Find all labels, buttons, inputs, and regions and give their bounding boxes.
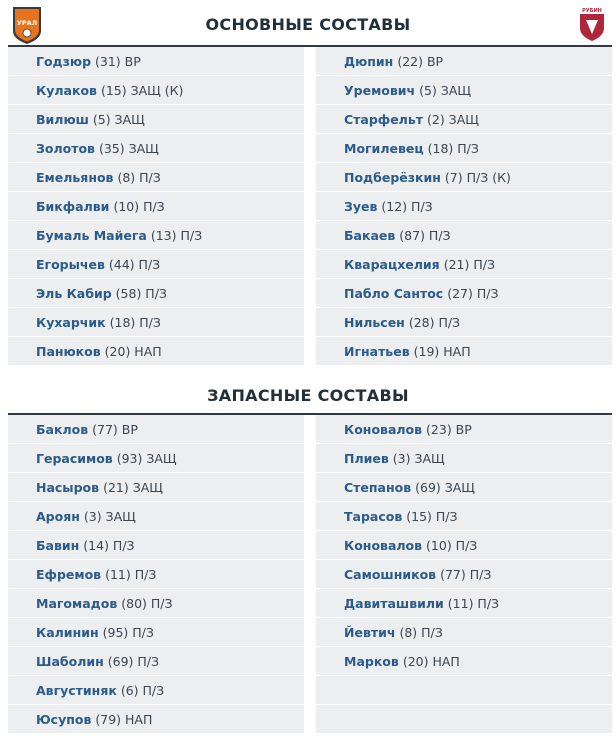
player-row — [316, 192, 612, 221]
player-row — [316, 279, 612, 308]
player-row — [316, 589, 612, 618]
player-number-position: (6) П/З — [120, 682, 165, 698]
player-name-link[interactable]: Герасимов — [36, 450, 113, 466]
player-row — [316, 531, 612, 560]
player-row — [8, 647, 304, 676]
player-number-position: (15) ЗАЩ (К) — [100, 82, 184, 98]
player-name-link[interactable]: Могилевец — [344, 140, 424, 156]
player-name-link[interactable]: Бумаль Майега — [36, 227, 147, 243]
player-number-position: (3) ЗАЩ — [392, 450, 445, 466]
player-row — [316, 250, 612, 279]
player-name-link[interactable]: Коновалов — [344, 537, 423, 553]
ural-logo-text: УРАЛ — [16, 19, 38, 27]
player-name-link[interactable]: Бикфалви — [36, 198, 110, 214]
player-row — [316, 76, 612, 105]
player-row — [8, 560, 304, 589]
player-name-link[interactable]: Калинин — [36, 624, 99, 640]
player-row — [316, 618, 612, 647]
substitutes-title: ЗАПАСНЫЕ СОСТАВЫ — [207, 386, 409, 405]
player-name-link[interactable]: Бакаев — [344, 227, 396, 243]
player-number-position: (28) П/З — [408, 314, 461, 330]
player-name-link[interactable]: Августиняк — [36, 682, 117, 698]
player-number-position: (22) ВР — [397, 53, 444, 69]
player-row — [8, 415, 304, 444]
player-name-link[interactable]: Шаболин — [36, 653, 104, 669]
player-row — [316, 337, 612, 366]
player-number-position: (15) П/З — [406, 508, 458, 524]
player-name-link[interactable]: Эль Кабир — [36, 285, 112, 301]
player-row — [8, 134, 304, 163]
player-row — [316, 444, 612, 473]
player-number-position: (5) ЗАЩ — [92, 111, 145, 127]
player-name-link[interactable]: Панюков — [36, 343, 101, 359]
player-row — [8, 221, 304, 250]
player-row — [8, 444, 304, 473]
player-number-position: (2) ЗАЩ — [427, 111, 479, 127]
rubin-substitutes-list — [316, 415, 612, 734]
player-number-position: (3) ЗАЩ — [83, 508, 136, 524]
player-name-link[interactable]: Коновалов — [344, 421, 423, 437]
player-name-link[interactable]: Бавин — [36, 537, 80, 553]
player-row — [316, 473, 612, 502]
empty-row — [316, 676, 612, 705]
player-row — [316, 502, 612, 531]
player-number-position: (44) П/З — [108, 256, 161, 272]
player-row — [8, 589, 304, 618]
player-number-position: (20) НАП — [104, 343, 162, 359]
player-name-link[interactable]: Кварацхелия — [344, 256, 440, 272]
player-name-link[interactable]: Зуев — [344, 198, 378, 214]
starting-lineups-title: ОСНОВНЫЕ СОСТАВЫ — [205, 15, 411, 34]
player-row — [8, 163, 304, 192]
player-row — [8, 105, 304, 134]
player-name-link[interactable]: Игнатьев — [344, 343, 410, 359]
player-number-position: (11) П/З — [105, 566, 157, 582]
player-row — [316, 163, 612, 192]
player-row — [316, 415, 612, 444]
player-row — [8, 76, 304, 105]
player-name-link[interactable]: Самошников — [344, 566, 437, 582]
player-number-position: (77) ВР — [92, 421, 138, 437]
player-number-position: (87) П/З — [399, 227, 451, 243]
player-name-link[interactable]: Годзюр — [36, 53, 92, 69]
player-name-link[interactable]: Йевтич — [344, 624, 396, 640]
player-number-position: (21) ЗАЩ — [103, 479, 163, 495]
player-name-link[interactable]: Уремович — [344, 82, 416, 98]
player-number-position: (23) ВР — [426, 421, 472, 437]
player-number-position: (95) П/З — [102, 624, 154, 640]
player-number-position: (19) НАП — [413, 343, 471, 359]
player-number-position: (20) НАП — [402, 653, 460, 669]
player-name-link[interactable]: Егорычев — [36, 256, 105, 272]
player-row — [316, 308, 612, 337]
player-number-position: (10) П/З — [113, 198, 165, 214]
player-row — [316, 221, 612, 250]
player-number-position: (18) П/З — [427, 140, 479, 156]
player-name-link[interactable]: Пабло Сантос — [344, 285, 444, 301]
player-row — [8, 308, 304, 337]
player-row — [8, 192, 304, 221]
player-number-position: (31) ВР — [95, 53, 141, 69]
player-name-link[interactable]: Плиев — [344, 450, 389, 466]
player-name-link[interactable]: Дюпин — [344, 53, 394, 69]
player-name-link[interactable]: Марков — [344, 653, 399, 669]
rubin-starting-list — [316, 47, 612, 366]
rubin-logo-text: РУБИН — [582, 8, 602, 14]
player-name-link[interactable]: Вилюш — [36, 111, 89, 127]
player-name-link[interactable]: Давиташвили — [344, 595, 444, 611]
player-number-position: (11) П/З — [447, 595, 500, 611]
player-row — [8, 531, 304, 560]
player-row — [316, 560, 612, 589]
player-row — [316, 105, 612, 134]
player-name-link[interactable]: Золотов — [36, 140, 95, 156]
player-number-position: (58) П/З — [115, 285, 167, 301]
player-row — [8, 250, 304, 279]
player-number-position: (69) ЗАЩ — [415, 479, 475, 495]
player-name-link[interactable]: Емельянов — [36, 169, 114, 185]
player-number-position: (18) П/З — [109, 314, 161, 330]
player-name-link[interactable]: Ефремов — [36, 566, 102, 582]
player-number-position: (7) П/З (К) — [444, 169, 511, 185]
ural-substitutes-list — [8, 415, 304, 734]
player-number-position: (69) П/З — [107, 653, 160, 669]
player-number-position: (14) П/З — [83, 537, 135, 553]
player-row — [316, 134, 612, 163]
player-row — [316, 47, 612, 76]
player-number-position: (8) П/З — [117, 169, 161, 185]
player-name-link[interactable]: Ароян — [36, 508, 80, 524]
player-number-position: (21) П/З — [443, 256, 495, 272]
player-number-position: (8) П/З — [399, 624, 443, 640]
player-number-position: (10) П/З — [426, 537, 478, 553]
player-row — [8, 705, 304, 734]
player-name-link[interactable]: Тарасов — [344, 508, 403, 524]
player-row — [316, 647, 612, 676]
player-row — [8, 279, 304, 308]
player-number-position: (5) ЗАЩ — [419, 82, 472, 98]
player-row — [8, 473, 304, 502]
player-row — [8, 676, 304, 705]
player-name-link[interactable]: Старфельт — [344, 111, 423, 127]
player-row — [8, 502, 304, 531]
player-name-link[interactable]: Баклов — [36, 421, 89, 437]
player-number-position: (79) НАП — [95, 711, 153, 727]
player-name-link[interactable]: Насыров — [36, 479, 100, 495]
player-name-link[interactable]: Юсупов — [36, 711, 92, 727]
player-number-position: (35) ЗАЩ — [98, 140, 159, 156]
player-row — [8, 618, 304, 647]
player-row — [8, 337, 304, 366]
player-number-position: (80) П/З — [121, 595, 173, 611]
player-name-link[interactable]: Подберёзкин — [344, 169, 441, 185]
player-number-position: (77) П/З — [440, 566, 492, 582]
ural-starting-list — [8, 47, 304, 366]
empty-row — [316, 705, 612, 734]
player-row — [8, 47, 304, 76]
player-number-position: (12) П/З — [381, 198, 433, 214]
player-name-link[interactable]: Нильсен — [344, 314, 405, 330]
player-number-position: (27) П/З — [447, 285, 499, 301]
player-number-position: (13) П/З — [150, 227, 203, 243]
player-name-link[interactable]: Степанов — [344, 479, 412, 495]
player-name-link[interactable]: Кулаков — [36, 82, 97, 98]
player-name-link[interactable]: Магомадов — [36, 595, 118, 611]
player-name-link[interactable]: Кухарчик — [36, 314, 106, 330]
player-number-position: (93) ЗАЩ — [116, 450, 177, 466]
